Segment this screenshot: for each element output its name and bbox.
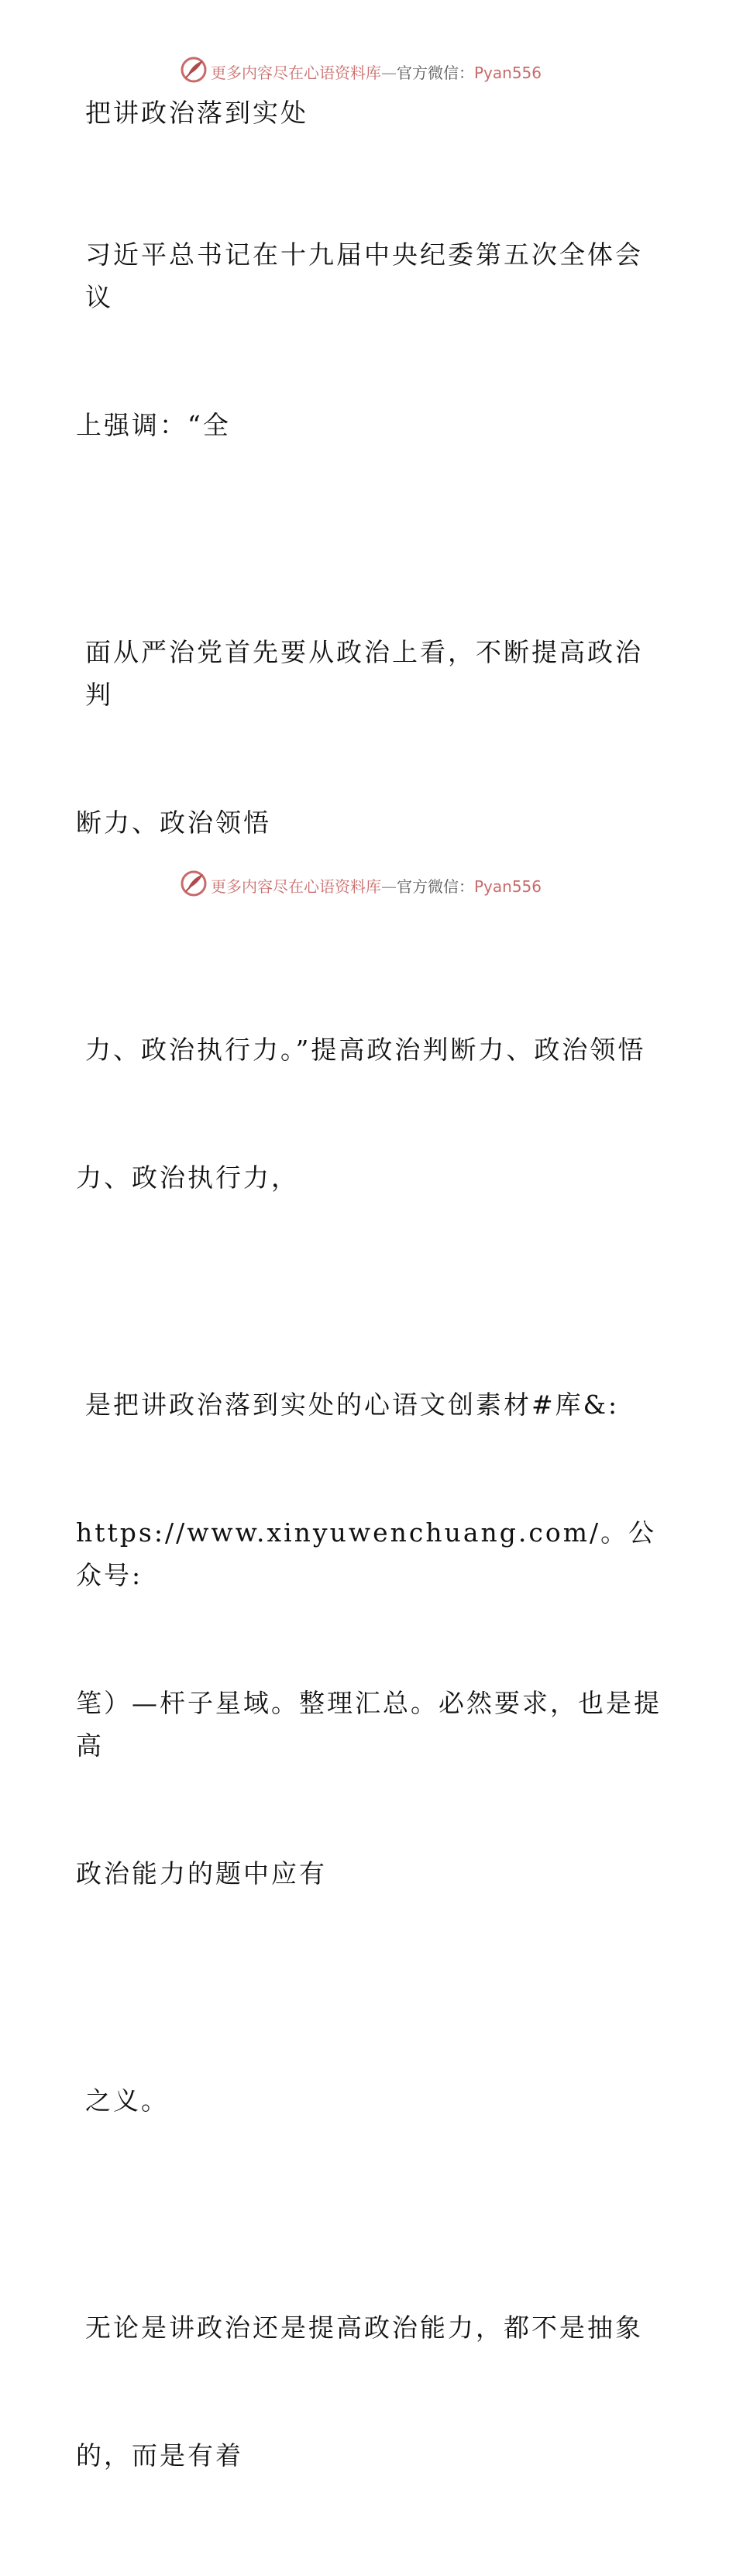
document-title: 把讲政治落到实处 bbox=[85, 98, 308, 128]
banner-main-text: 更多内容尽在心语资料库 bbox=[211, 877, 381, 896]
paragraph-line: 断力、政治领悟 bbox=[76, 808, 271, 838]
paragraph-line: 之义。 bbox=[85, 2085, 169, 2116]
document-body bbox=[76, 91, 665, 2576]
paragraph-line: 的，而是有着 bbox=[76, 2440, 243, 2471]
banner-separator: — bbox=[381, 64, 397, 82]
paragraph-line: 面从严治党首先要从政治上看，不断提高政治判 bbox=[85, 637, 643, 710]
paragraph-line-url: https://www.xinyuwenchuang.com/。公众号: bbox=[76, 1517, 657, 1590]
banner-wechat-label: 官方微信： bbox=[397, 64, 474, 82]
banner-main-text: 更多内容尽在心语资料库 bbox=[211, 64, 381, 82]
paragraph-line: 习近平总书记在十九届中央纪委第五次全体会议 bbox=[85, 239, 643, 312]
banner-wechat-id: Pyan556 bbox=[474, 64, 542, 82]
banner-text bbox=[211, 60, 542, 83]
paragraph-1 bbox=[76, 148, 665, 532]
banner-text bbox=[211, 874, 542, 897]
footer-banner bbox=[0, 868, 736, 899]
banner-wechat-label: 官方微信： bbox=[397, 877, 474, 896]
feather-pen-logo-icon bbox=[180, 870, 208, 897]
paragraph-3 bbox=[76, 943, 665, 1284]
paragraph-line: 笔）—杆子星域。整理汇总。必然要求，也是提高 bbox=[76, 1688, 662, 1761]
paragraph-line: 是把讲政治落到实处的心语文创素材#库&: bbox=[85, 1390, 620, 1420]
paragraph-4 bbox=[76, 1298, 665, 1980]
banner-wechat-id: Pyan556 bbox=[474, 877, 542, 896]
feather-pen-logo-icon bbox=[180, 56, 208, 84]
paragraph-line: 无论是讲政治还是提高政治能力，都不是抽象 bbox=[85, 2313, 643, 2343]
paragraph-line: 力、政治执行力。”提高政治判断力、政治领悟 bbox=[85, 1035, 646, 1065]
paragraph-line: 力、政治执行力， bbox=[76, 1162, 299, 1193]
paragraph-6 bbox=[76, 2221, 665, 2562]
paragraph-5 bbox=[76, 1994, 665, 2207]
banner-separator: — bbox=[381, 877, 397, 896]
paragraph-line: 上强调：“全 bbox=[76, 410, 231, 440]
header-banner bbox=[0, 54, 736, 85]
paragraph-line: 政治能力的题中应有 bbox=[76, 1858, 327, 1889]
